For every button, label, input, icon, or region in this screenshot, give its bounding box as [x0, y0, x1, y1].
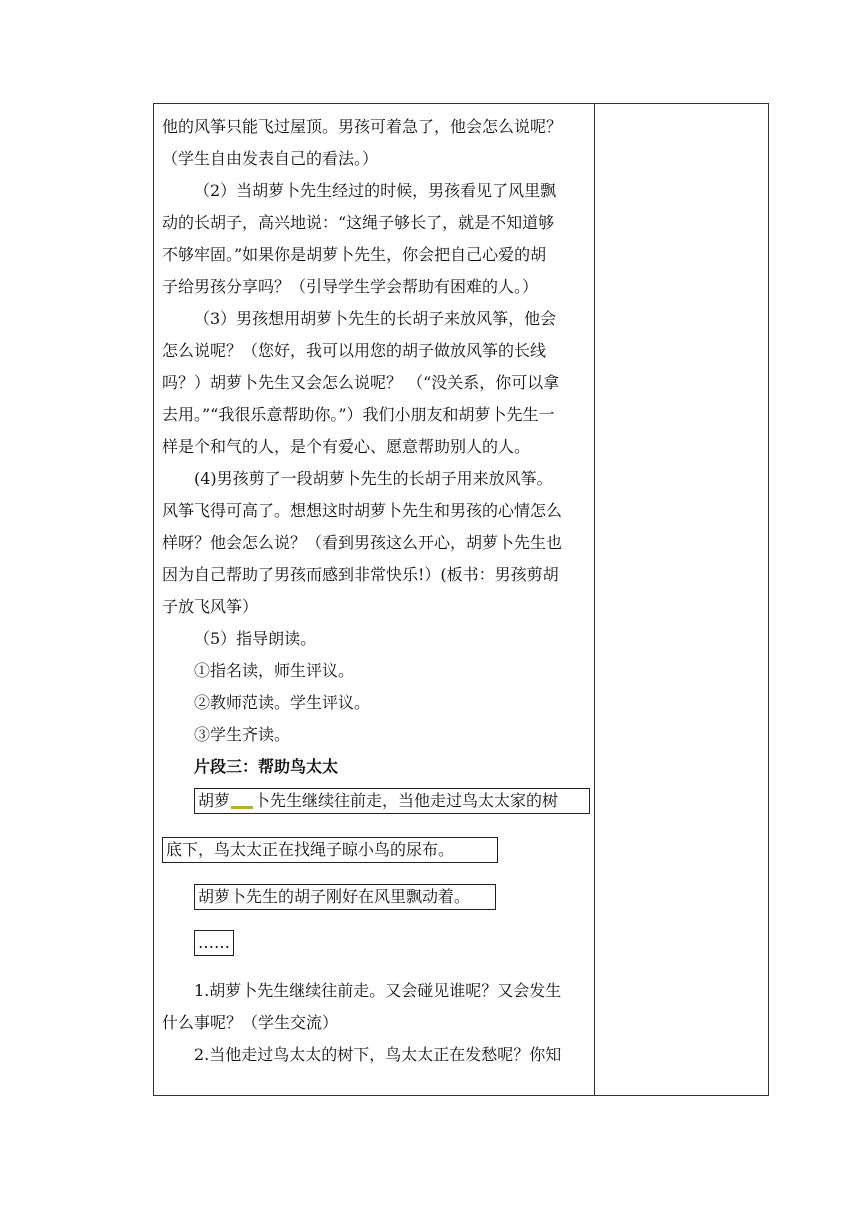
boxed-text: 胡萝	[198, 791, 231, 810]
text-line: （2）当胡萝卜先生经过的时候，男孩看见了风里飘	[194, 181, 557, 200]
text-line: 样呀？他会怎么说？（看到男孩这么开心，胡萝卜先生也	[162, 533, 563, 552]
column-divider	[594, 104, 595, 1095]
boxed-text: 卜先生继续往前走，当他走过鸟太太家的树	[254, 791, 559, 810]
text-line: 2.当他走过鸟太太的树下，鸟太太正在发愁呢？你知	[194, 1045, 562, 1064]
text-line: （学生自由发表自己的看法。）	[162, 149, 379, 168]
text-line: ③学生齐读。	[194, 725, 291, 744]
text-line: ②教师范读。学生评议。	[194, 693, 371, 712]
text-line: 怎么说呢？（您好，我可以用您的胡子做放风筝的长线	[162, 341, 547, 360]
boxed-passage-1	[194, 788, 590, 814]
boxed-passage-3: 胡萝卜先生的胡子刚好在风里飘动着。	[194, 884, 496, 910]
text-line: 什么事呢？（学生交流）	[162, 1013, 339, 1032]
boxed-passage-2: 底下，鸟太太正在找绳子晾小鸟的尿布。	[162, 837, 498, 863]
boxed-ellipsis: ……	[194, 930, 234, 956]
text-line: 样是个和气的人，是个有爱心、愿意帮助别人的人。	[162, 437, 531, 456]
text-line: 因为自己帮助了男孩而感到非常快乐!）(板书：男孩剪胡	[162, 565, 559, 584]
highlight-mark	[231, 806, 253, 809]
text-line: 他的风筝只能飞过屋顶。男孩可着急了，他会怎么说呢？	[162, 117, 563, 136]
text-line: 动的长胡子，高兴地说：“这绳子够长了，就是不知道够	[162, 213, 555, 232]
text-line: 子放飞风筝）	[162, 597, 259, 616]
text-line: (4)男孩剪了一段胡萝卜先生的长胡子用来放风筝。	[194, 469, 553, 488]
text-line: 风筝飞得可高了。想想这时胡萝卜先生和男孩的心情怎么	[162, 501, 563, 520]
text-line: 不够牢固。”如果你是胡萝卜先生，你会把自己心爱的胡	[162, 245, 547, 264]
text-line: （5）指导朗读。	[194, 629, 317, 648]
text-line: （3）男孩想用胡萝卜先生的长胡子来放风筝，他会	[194, 309, 557, 328]
lesson-table	[153, 103, 769, 1096]
section-heading: 片段三：帮助鸟太太	[194, 757, 339, 776]
text-line: 子给男孩分享吗？（引导学生学会帮助有困难的人。）	[162, 277, 539, 296]
text-line: 1.胡萝卜先生继续往前走。又会碰见谁呢？又会发生	[194, 981, 562, 1000]
text-line: ①指名读，师生评议。	[194, 661, 355, 680]
text-line: 去用。”“我很乐意帮助你。”）我们小朋友和胡萝卜先生一	[162, 405, 555, 424]
text-line: 吗？）胡萝卜先生又会怎么说呢？ （“没关系，你可以拿	[162, 373, 560, 392]
